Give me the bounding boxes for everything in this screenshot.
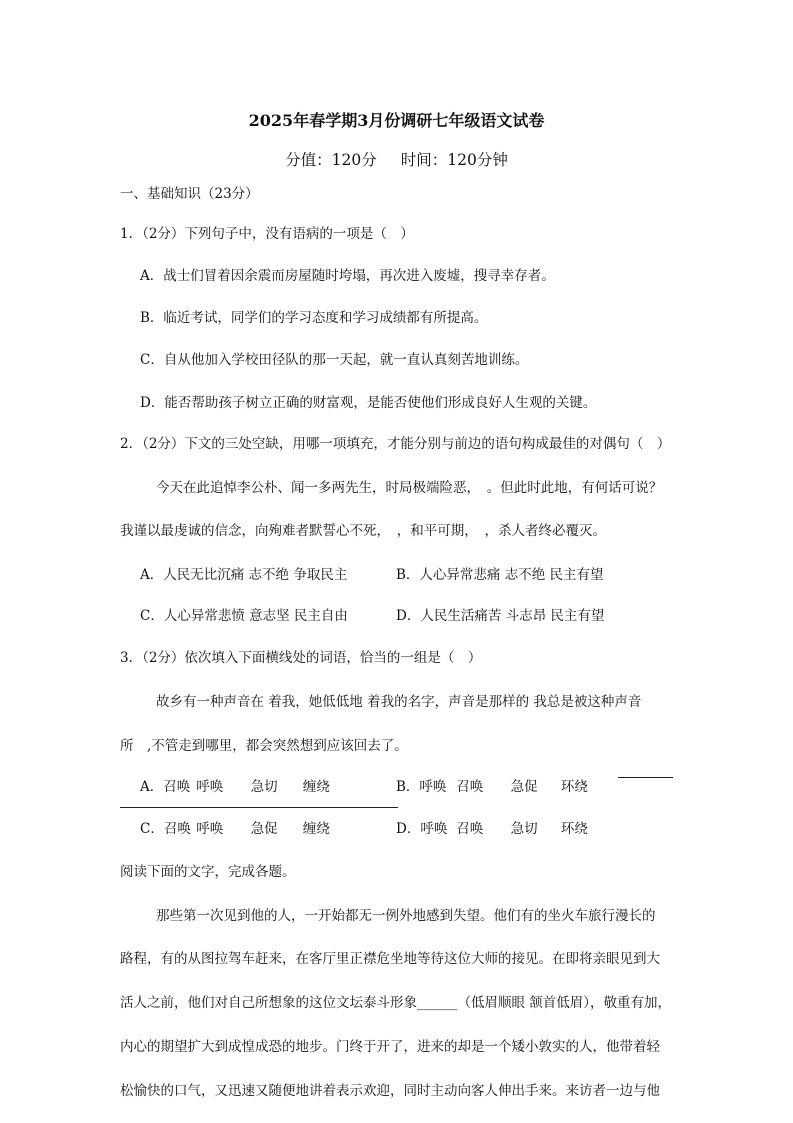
exam-info xyxy=(0,148,793,170)
q3-b-word4: 环绕 xyxy=(560,779,588,795)
exam-title: 2025年春学期3月份调研七年级语文试卷 xyxy=(248,111,545,130)
q2-option-a: A．人民无比沉痛 志不绝 争取民主 xyxy=(140,567,348,583)
q3-d-word4: 环绕 xyxy=(560,821,588,837)
section-heading: 一、基础知识（23分） xyxy=(120,186,259,202)
q3-c-word1: C．召唤 xyxy=(140,821,191,837)
q1-stem: 1．（2分）下列句子中，没有语病的一项是（ ） xyxy=(120,226,414,242)
q3-b-word1: B．呼唤 xyxy=(396,779,447,795)
q2-option-b: B．人心异常悲痛 志不绝 民主有望 xyxy=(396,567,604,583)
blank-line xyxy=(120,807,398,808)
q3-b-word3: 急促 xyxy=(510,779,538,795)
blank-line xyxy=(618,777,673,778)
q3-stem: 3．（2分）依次填入下面横线处的词语，恰当的一组是（ ） xyxy=(120,650,482,666)
q3-a-word3: 急切 xyxy=(250,779,278,795)
q3-a-word2: 呼唤 xyxy=(196,779,224,795)
q3-option-c xyxy=(140,819,347,839)
q3-d-word2: 召唤 xyxy=(456,821,484,837)
q3-passage-line2: 所 ,不管走到哪里，都会突然想到应该回去了。 xyxy=(120,738,408,754)
q3-option-d xyxy=(396,819,605,839)
reading-line: 松愉快的口气，又迅速又随便地讲着表示欢迎，同时主动向客人伸出手来。来访者一边与他 xyxy=(120,1083,660,1099)
q3-passage-line1: 故乡有一种声音在 着我，她低低地 着我的名字，声音是那样的 我总是被这种声音 xyxy=(156,694,642,710)
q2-stem: 2．（2分）下文的三处空缺，用哪一项填充，才能分别与前边的语句构成最佳的对偶句（ ） xyxy=(120,436,671,452)
score-label: 分值：120分 xyxy=(285,151,377,169)
q2-passage-line1: 今天在此追悼李公朴、闻一多两先生，时局极端险恶， 。但此时此地，有何话可说？ xyxy=(156,480,663,496)
q2-option-d: D．人民生活痛苦 斗志昂 民主有望 xyxy=(396,608,605,624)
q3-a-word4: 缠绕 xyxy=(302,779,330,795)
q1-option-d: D．能否帮助孩子树立正确的财富观，是能否使他们形成良好人生观的关键。 xyxy=(140,395,597,411)
q2-passage-line2: 我谨以最虔诚的信念，向殉难者默誓心不死， ，和平可期， ，杀人者终必覆灭。 xyxy=(120,523,606,539)
reading-line: 内心的期望扩大到成惶成恐的地步。门终于开了，进来的却是一个矮小敦实的人，他带着轻 xyxy=(120,1039,660,1055)
q1-option-a: A．战士们冒着因余震而房屋随时垮塌，再次进入废墟，搜寻幸存者。 xyxy=(140,268,555,284)
q3-b-word2: 召唤 xyxy=(456,779,484,795)
q1-option-b: B．临近考试，同学们的学习态度和学习成绩都有所提高。 xyxy=(140,310,488,326)
q3-option-b xyxy=(396,777,605,797)
reading-line: 那些第一次见到他的人，一开始都无一例外地感到失望。他们有的坐火车旅行漫长的 xyxy=(156,908,656,924)
time-label: 时间：120分钟 xyxy=(400,151,508,169)
q3-c-word2: 呼唤 xyxy=(196,821,224,837)
q1-option-c: C．自从他加入学校田径队的那一天起，就一直认真刻苦地训练。 xyxy=(140,352,529,368)
q3-c-word3: 急促 xyxy=(250,821,278,837)
reading-line: 活人之前，他们对自己所想象的这位文坛泰斗形象______（低眉顺眼 颔首低眉），敬重有加， xyxy=(120,995,672,1011)
reading-line: 路程，有的从图拉驾车赶来，在客厅里正襟危坐地等待这位大师的接见。在即将亲眼见到大 xyxy=(120,951,660,967)
q3-d-word1: D．呼唤 xyxy=(396,821,448,837)
q3-option-a xyxy=(140,777,347,797)
q3-d-word3: 急切 xyxy=(510,821,538,837)
q2-option-c: C．人心异常悲愤 意志坚 民主自由 xyxy=(140,608,348,624)
reading-intro: 阅读下面的文字，完成各题。 xyxy=(120,864,296,880)
q3-c-word4: 缠绕 xyxy=(302,821,330,837)
q3-a-word1: A．召唤 xyxy=(140,779,191,795)
